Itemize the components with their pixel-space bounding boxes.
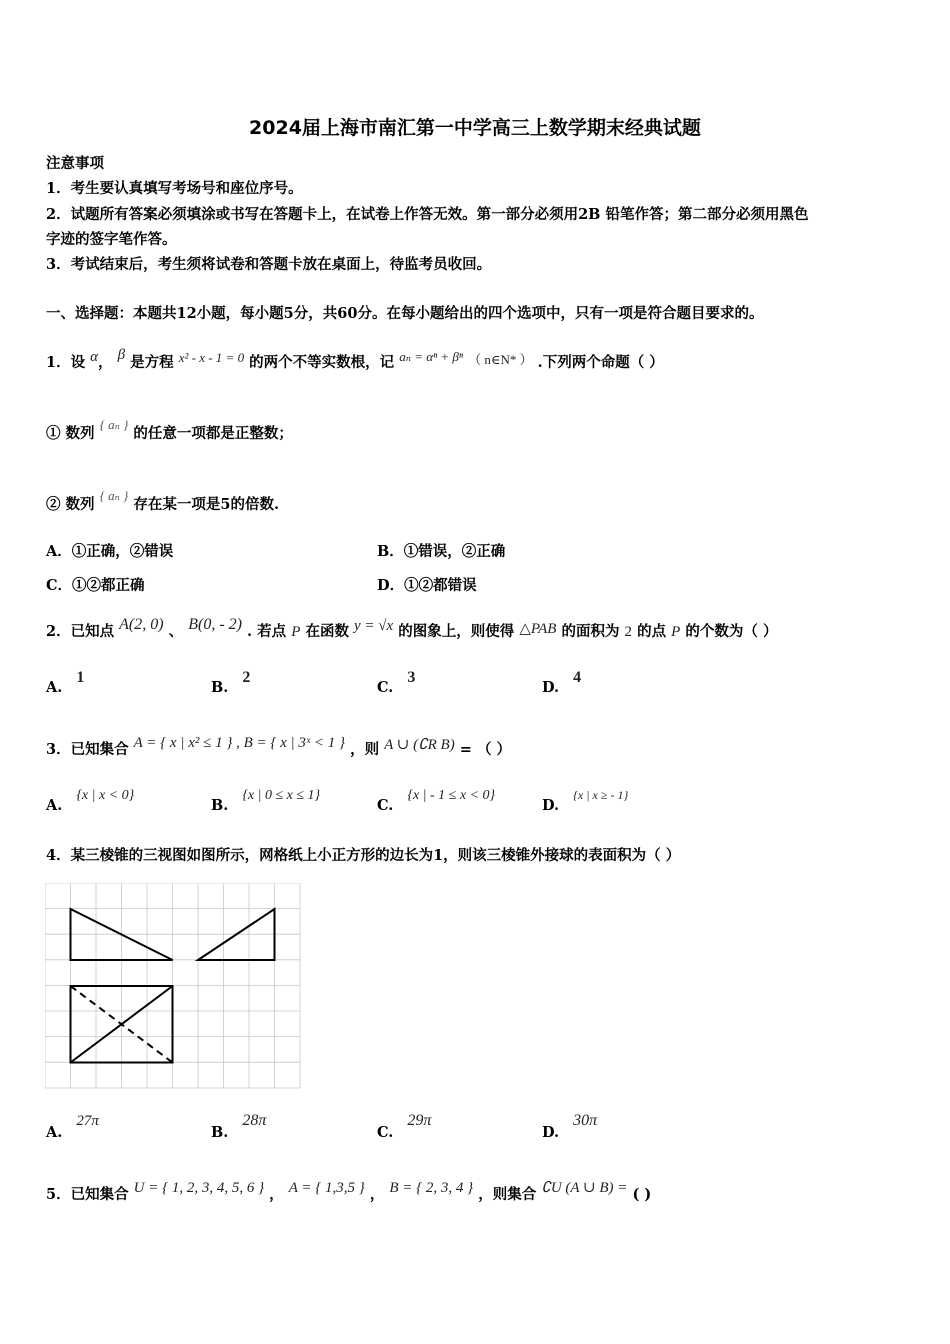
q4-option-a[interactable] bbox=[46, 1113, 99, 1142]
q3-sets: A = { x | x² ≤ 1 } , B = { x | 3ˣ < 1 } bbox=[133, 735, 346, 751]
q1-alpha: α bbox=[90, 349, 99, 365]
q3-a-label: A. bbox=[46, 797, 63, 814]
q1-text3: .下列两个命题（ ） bbox=[537, 354, 664, 371]
q1-statement-2 bbox=[46, 488, 279, 514]
q3-a-value: {x | x < 0} bbox=[76, 788, 135, 803]
q2-triangle: △PAB bbox=[519, 621, 557, 637]
q5-set-b: B = { 2, 3, 4 } bbox=[389, 1180, 474, 1196]
q1-s2-post: 存在某一项是5的倍数. bbox=[133, 496, 279, 513]
q3-d-value: {x | x ≥ - 1} bbox=[573, 788, 629, 802]
q3-expression: A ∪ (∁R B) bbox=[384, 737, 455, 753]
notice-heading: 注意事项 bbox=[46, 155, 104, 172]
q2-c-label: C. bbox=[377, 679, 394, 696]
q2-area: 2 bbox=[624, 624, 633, 640]
q1-s1-pre: ① 数列 bbox=[46, 425, 95, 442]
q4-d-value: 30π bbox=[573, 1112, 598, 1129]
q2-text3: 的图象上，则使得 bbox=[398, 623, 515, 640]
q4-c-value: 29π bbox=[407, 1112, 432, 1129]
q5-set-u: U = { 1, 2, 3, 4, 5, 6 } bbox=[133, 1180, 265, 1196]
q2-text4: 的面积为 bbox=[561, 623, 620, 640]
q3-num: 3．已知集合 bbox=[46, 741, 129, 758]
notice-item-3: 3．考试结束后，考生须将试卷和答题卡放在桌面上，待监考员收回。 bbox=[46, 256, 492, 273]
q1-line bbox=[46, 347, 664, 372]
q4-b-value: 28π bbox=[242, 1112, 267, 1129]
q1-s1-seq: { aₙ } bbox=[99, 417, 129, 432]
q1-option-d[interactable]: D．①②都错误 bbox=[377, 577, 477, 594]
section-heading: 一、选择题：本题共12小题，每小题5分，共60分。在每小题给出的四个选项中，只有一项是符合题目要求的。 bbox=[46, 305, 764, 322]
q4-c-label: C. bbox=[377, 1124, 394, 1141]
q4-a-value: 27π bbox=[76, 1113, 99, 1129]
notice-item-1: 1．考生要认真填写考场号和座位序号。 bbox=[46, 180, 303, 197]
q1-text2: 的两个不等实数根，记 bbox=[249, 354, 395, 371]
q1-condition: （ n∈N* ） bbox=[468, 352, 533, 367]
q3-c-label: C. bbox=[377, 797, 394, 814]
q2-option-b[interactable] bbox=[211, 669, 251, 697]
q4-text: 4．某三棱锥的三视图如图所示，网格纸上小正方形的边长为1，则该三棱锥外接球的表面积为（ ） bbox=[46, 847, 681, 864]
q3-text2: = （ ） bbox=[459, 741, 512, 758]
q4-a-label: A. bbox=[46, 1124, 63, 1141]
q3-option-b[interactable] bbox=[211, 788, 321, 815]
q2-p: P bbox=[291, 624, 301, 640]
q4-d-label: D. bbox=[542, 1124, 560, 1141]
q5-expression: ∁U (A ∪ B) = bbox=[541, 1180, 628, 1196]
q3-c-value: {x | - 1 ≤ x < 0} bbox=[407, 788, 496, 803]
q2-option-c[interactable] bbox=[377, 669, 416, 697]
q2-b-value: 2 bbox=[242, 669, 251, 686]
q1-option-b[interactable]: B．①错误，②正确 bbox=[377, 543, 506, 560]
q4-option-b[interactable] bbox=[211, 1112, 267, 1142]
q3-b-value: {x | 0 ≤ x ≤ 1} bbox=[242, 788, 321, 803]
q2-text6: 的个数为（ ） bbox=[685, 623, 778, 640]
q1-num: 1．设 bbox=[46, 354, 86, 371]
q2-b-label: B. bbox=[211, 679, 229, 696]
q5-paren: ( ) bbox=[632, 1186, 652, 1203]
q2-num: 2．已知点 bbox=[46, 623, 115, 640]
q2-text2: 在函数 bbox=[305, 623, 349, 640]
q2-c-value: 3 bbox=[407, 669, 416, 686]
q3-b-label: B. bbox=[211, 797, 229, 814]
q2-option-d[interactable] bbox=[542, 669, 582, 697]
q2-d-label: D. bbox=[542, 679, 560, 696]
q1-comma: ， bbox=[98, 354, 113, 371]
q2-function: y = √x bbox=[354, 618, 394, 634]
q5-comma-1: ， bbox=[269, 1186, 284, 1203]
q2-sep: 、 bbox=[168, 623, 184, 640]
q3-line bbox=[46, 735, 512, 759]
q3-option-a[interactable] bbox=[46, 788, 135, 815]
q1-s1-post: 的任意一项都是正整数； bbox=[133, 425, 293, 442]
q2-option-a[interactable] bbox=[46, 669, 85, 697]
q2-point-a: A(2, 0) bbox=[119, 616, 164, 633]
q1-text1: 是方程 bbox=[130, 354, 174, 371]
q1-an: aₙ = αⁿ + βⁿ bbox=[399, 349, 464, 364]
notice-item-2-cont: 字迹的签字笔作答。 bbox=[46, 231, 177, 248]
q1-s2-pre: ② 数列 bbox=[46, 496, 95, 513]
q4-option-c[interactable] bbox=[377, 1112, 432, 1142]
q4-b-label: B. bbox=[211, 1124, 229, 1141]
q5-num: 5．已知集合 bbox=[46, 1186, 129, 1203]
q2-text5: 的点 bbox=[637, 623, 667, 640]
q1-beta: β bbox=[117, 347, 126, 363]
q2-line bbox=[46, 616, 778, 641]
q1-option-a[interactable]: A．①正确，②错误 bbox=[46, 543, 174, 560]
q5-set-a: A = { 1,3,5 } bbox=[288, 1180, 365, 1196]
q1-option-c[interactable]: C．①②都正确 bbox=[46, 577, 145, 594]
q1-equation: x² - x - 1 = 0 bbox=[178, 350, 245, 365]
notice-item-2: 2．试题所有答案必须填涂或书写在答题卡上，在试卷上作答无效。第一部分必须用2B 铅笔作答；第二部分必须用黑色 bbox=[46, 206, 809, 223]
q2-point-b: B(0, - 2) bbox=[188, 616, 242, 633]
three-view-figure bbox=[45, 883, 301, 1089]
q2-a-value: 1 bbox=[76, 669, 85, 686]
q3-d-label: D. bbox=[542, 797, 560, 814]
q5-text1: ，则集合 bbox=[478, 1186, 537, 1203]
q2-a-label: A. bbox=[46, 679, 63, 696]
q2-p2: P bbox=[671, 624, 681, 640]
q3-text1: ，则 bbox=[350, 741, 380, 758]
page-title: 2024届上海市南汇第一中学高三上数学期末经典试题 bbox=[249, 117, 701, 139]
q5-line bbox=[46, 1180, 652, 1204]
q4-option-d[interactable] bbox=[542, 1112, 598, 1142]
q1-s2-seq: { aₙ } bbox=[99, 488, 129, 503]
q1-statement-1 bbox=[46, 417, 293, 443]
q5-comma-2: ， bbox=[369, 1186, 385, 1203]
q3-option-c[interactable] bbox=[377, 788, 496, 815]
q2-d-value: 4 bbox=[573, 669, 582, 686]
q2-text1: . 若点 bbox=[247, 623, 287, 640]
